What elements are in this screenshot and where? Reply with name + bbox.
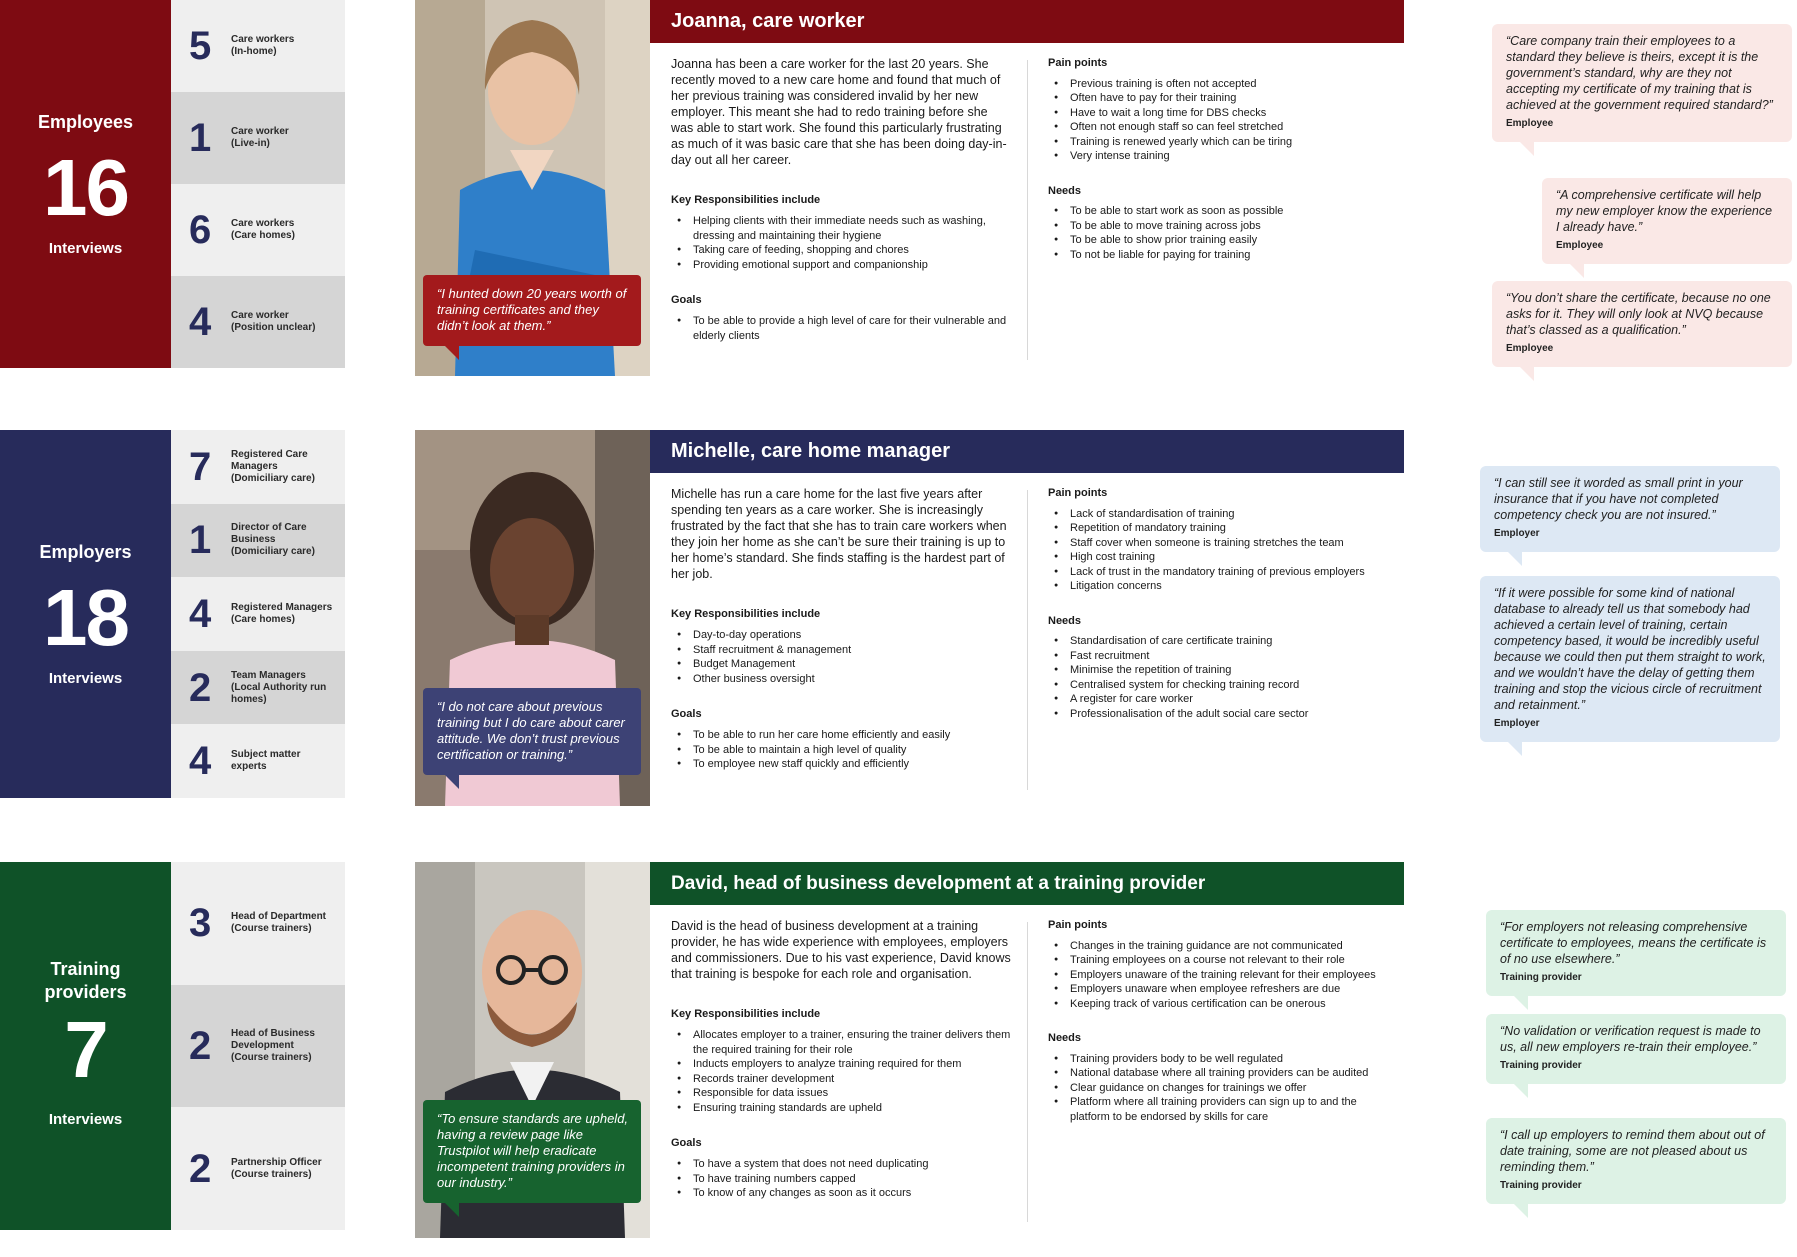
needs-list [1048, 1052, 1388, 1125]
list-item: ● Employers unaware when employee refreshers are due [1048, 982, 1388, 997]
breakdown-label: Care worker (Position unclear) [231, 310, 316, 333]
breakdown-number: 2 [189, 665, 212, 710]
breakdown-row [171, 0, 345, 92]
providers-stat-panel [0, 862, 171, 1230]
breakdown-number: 4 [189, 739, 212, 784]
pain-points-list [1048, 507, 1388, 594]
column-divider [1027, 922, 1028, 1222]
breakdown-label: Subject matter experts [231, 749, 301, 773]
quote-text: “If it were possible for some kind of national database to already tell us that somebody had achieved a certain level of training, certain competency based, it would be incredibly useful because we could then put them straight to work, and we wouldn’t have the delay of getting them training and stop the vicious circle of recruitment and retainment.” [1494, 586, 1766, 712]
list-item: ● To be able to move training across jobs [1048, 219, 1388, 234]
pain-points-heading: Pain points [1048, 487, 1108, 499]
list-item: ● To employee new staff quickly and efficiently [671, 757, 1011, 772]
quote-bubble [1486, 1118, 1786, 1204]
providers-breakdown [171, 862, 345, 1230]
list-item: ● Training employees on a course not relevant to their role [1048, 953, 1388, 968]
breakdown-row [171, 985, 345, 1108]
list-item: ● Helping clients with their immediate needs such as washing, dressing and maintaining their hygiene [671, 214, 1011, 243]
list-item: ● A register for care worker [1048, 692, 1388, 707]
persona-intro: David is the head of business development at a training provider, he has wide experience with employees, employers and commissioners. Due to his vast experience, David knows that training is bespoke for each role and organisation. [671, 919, 1011, 981]
breakdown-number: 3 [189, 901, 212, 946]
breakdown-label: Head of Business Development (Course trainers) [231, 1028, 315, 1063]
stat-label: Employees [37, 112, 134, 132]
photo-quote: “To ensure standards are upheld, having a review page like Trustpilot will help eradicate incompetent training providers in our industry.” [423, 1100, 641, 1203]
list-item: ● Employers unaware of the training relevant for their employees [1048, 968, 1388, 983]
breakdown-number: 2 [189, 1146, 212, 1191]
needs-heading: Needs [1048, 1032, 1082, 1044]
breakdown-label: Registered Managers (Care homes) [231, 601, 333, 625]
list-item: ● Day-to-day operations [671, 628, 1011, 643]
list-item: ● To know of any changes as soon as it occurs [671, 1186, 1011, 1201]
quote-attribution: Employer [1494, 528, 1540, 539]
pain-points-list [1048, 77, 1388, 164]
responsibilities-heading: Key Responsibilities include [671, 194, 821, 206]
david-photo [415, 862, 650, 1238]
goals-heading: Goals [671, 708, 702, 720]
breakdown-label: Director of Care Business (Domiciliary care) [231, 522, 315, 558]
quote-text: “Care company train their employees to a standard they believe is theirs, except it is the government’s standard, why are they not accepting my certificate of my training that is achieved at the government required standard?” [1506, 34, 1773, 112]
breakdown-row [171, 92, 345, 184]
breakdown-label: Partnership Officer (Course trainers) [231, 1156, 322, 1180]
column-divider [1027, 60, 1028, 360]
pain-points-heading: Pain points [1048, 919, 1108, 931]
breakdown-label: Care worker (Live-in) [231, 126, 289, 149]
stat-label: Training providers [44, 959, 127, 1002]
list-item: ● Changes in the training guidance are not communicated [1048, 939, 1388, 954]
list-item: ● Other business oversight [671, 672, 1011, 687]
responsibilities-heading: Key Responsibilities include [671, 608, 821, 620]
breakdown-number: 1 [189, 116, 212, 160]
list-item: ● Responsible for data issues [671, 1086, 1011, 1101]
list-item: ● To be able to maintain a high level of quality [671, 743, 1011, 758]
quote-attribution: Employee [1506, 343, 1554, 354]
stat-label: Employers [39, 542, 132, 562]
breakdown-number: 5 [189, 24, 212, 68]
quote-bubble [1492, 281, 1792, 367]
list-item: ● Clear guidance on changes for trainings we offer [1048, 1081, 1388, 1096]
quote-attribution: Training provider [1500, 972, 1582, 983]
goals-heading: Goals [671, 1137, 702, 1149]
breakdown-row [171, 430, 345, 504]
list-item: ● Often have to pay for their training [1048, 91, 1388, 106]
breakdown-row [171, 184, 345, 276]
column-divider [1027, 490, 1028, 790]
breakdown-number: 1 [189, 518, 212, 563]
persona-banner: Joanna, care worker [650, 0, 1404, 43]
list-item: ● Staff cover when someone is training stretches the team [1048, 536, 1388, 551]
list-item: ● To be able to run her care home efficiently and easily [671, 728, 1011, 743]
list-item: ● Lack of standardisation of training [1048, 507, 1388, 522]
goals-list [671, 728, 1011, 772]
list-item: ● Very intense training [1048, 149, 1388, 164]
persona-banner: David, head of business development at a training provider [650, 862, 1404, 905]
breakdown-row [171, 577, 345, 651]
breakdown-row [171, 862, 345, 985]
persona-left-column [671, 486, 1011, 792]
quote-text: “I call up employers to remind them about out of date training, some are not pleased about us reminding them.” [1500, 1128, 1765, 1174]
list-item: ● To be able to show prior training easily [1048, 233, 1388, 248]
list-item: ● Records trainer development [671, 1072, 1011, 1087]
employees-section [0, 0, 1797, 375]
breakdown-number: 2 [189, 1024, 212, 1068]
stat-sublabel: Interviews [48, 670, 123, 687]
breakdown-row [171, 724, 345, 798]
breakdown-row [171, 1107, 345, 1230]
needs-heading: Needs [1048, 184, 1082, 197]
breakdown-label: Care workers (Care homes) [231, 218, 295, 241]
quote-bubble [1486, 1014, 1786, 1084]
quote-attribution: Employee [1506, 118, 1554, 129]
list-item: ● Previous training is often not accepted [1048, 77, 1388, 92]
pain-points-heading: Pain points [1048, 57, 1108, 69]
breakdown-label: Team Managers (Local Authority run homes) [231, 669, 327, 705]
list-item: ● Standardisation of care certificate training [1048, 634, 1388, 649]
breakdown-label: Registered Care Managers (Domiciliary care) [231, 448, 315, 484]
list-item: ● Budget Management [671, 657, 1011, 672]
quote-bubble [1480, 576, 1780, 742]
needs-list [1048, 634, 1388, 721]
list-item: ● To have training numbers capped [671, 1172, 1011, 1187]
list-item: ● To have a system that does not need duplicating [671, 1157, 1011, 1172]
responsibilities-heading: Key Responsibilities include [671, 1008, 821, 1020]
persona-intro: Joanna has been a care worker for the last 20 years. She recently moved to a new care home and found that much of her previous training was considered invalid by her new employer. This meant she had to redo training before she was able to start work. She found this particularly frustrating as much of it was basic care that she has been doing day-in-day out all her career. [671, 57, 1007, 167]
list-item: ● To not be liable for paying for training [1048, 248, 1388, 263]
breakdown-number: 7 [189, 444, 212, 489]
employees-stat-panel [0, 0, 171, 368]
list-item: ● Platform where all training providers can sign up to and the platform to be endorsed by skills for care [1048, 1095, 1388, 1124]
quote-text: “A comprehensive certificate will help my new employer know the experience I already have.” [1556, 188, 1773, 234]
list-item: ● Repetition of mandatory training [1048, 521, 1388, 536]
quote-bubble [1480, 466, 1780, 552]
photo-quote: “I do not care about previous training but I do care about carer attitude. We don’t trust previous certification or training.” [423, 688, 641, 775]
breakdown-number: 4 [189, 591, 212, 636]
list-item: ● Allocates employer to a trainer, ensuring the trainer delivers them the required training for their role [671, 1028, 1011, 1057]
persona-right-column [1048, 56, 1388, 282]
breakdown-row [171, 276, 345, 368]
quote-attribution: Training provider [1500, 1180, 1582, 1191]
quote-attribution: Training provider [1500, 1060, 1582, 1071]
quote-text: “For employers not releasing comprehensive certificate to employees, means the certificate is of no use elsewhere.” [1500, 920, 1767, 966]
list-item: ● To be able to provide a high level of care for their vulnerable and elderly clients [671, 314, 1011, 343]
employers-breakdown [171, 430, 345, 798]
providers-section [0, 862, 1797, 1237]
stat-number: 18 [43, 573, 128, 662]
breakdown-label: Care workers (In-home) [231, 34, 295, 57]
quote-bubble [1542, 178, 1792, 264]
list-item: ● High cost training [1048, 550, 1388, 565]
breakdown-row [171, 504, 345, 578]
employers-section [0, 430, 1797, 805]
persona-right-column [1048, 918, 1388, 1144]
responsibilities-list [671, 214, 1011, 272]
stat-number: 16 [43, 143, 128, 232]
breakdown-number: 4 [189, 300, 212, 344]
goals-list [671, 314, 1011, 343]
employers-stat-panel [0, 430, 171, 798]
needs-heading: Needs [1048, 614, 1082, 627]
stat-number: 7 [64, 1005, 107, 1094]
list-item: ● Minimise the repetition of training [1048, 663, 1388, 678]
quote-bubble [1486, 910, 1786, 996]
quote-text: “No validation or verification request is made to us, all new employers re-train their employee.” [1500, 1024, 1761, 1054]
goals-list [671, 1157, 1011, 1201]
list-item: ● Professionalisation of the adult social care sector [1048, 707, 1388, 722]
persona-right-column [1048, 486, 1388, 741]
persona-intro: Michelle has run a care home for the last five years after spending ten years as a care worker. She is increasingly frustrated by the fact that she has to train care workers when they join her home as she can’t be sure their training is up to her home’s standard. She finds staffing is the hardest part of her job. [671, 487, 1007, 581]
list-item: ● Training is renewed yearly which can be tiring [1048, 135, 1388, 150]
list-item: ● Litigation concerns [1048, 579, 1388, 594]
list-item: ● Often not enough staff so can feel stretched [1048, 120, 1388, 135]
quote-text: “You don’t share the certificate, because no one asks for it. They will only look at NVQ because that’s classed as a qualification.” [1506, 291, 1771, 337]
list-item: ● National database where all training providers can be audited [1048, 1066, 1388, 1081]
list-item: ● Ensuring training standards are upheld [671, 1101, 1011, 1116]
list-item: ● Fast recruitment [1048, 649, 1388, 664]
michelle-photo [415, 430, 650, 806]
goals-heading: Goals [671, 294, 702, 306]
list-item: ● Providing emotional support and companionship [671, 258, 1011, 273]
list-item: ● Lack of trust in the mandatory training of previous employers [1048, 565, 1388, 580]
list-item: ● Inducts employers to analyze training required for them [671, 1057, 1011, 1072]
stat-sublabel: Interviews [48, 1111, 123, 1128]
list-item: ● Training providers body to be well regulated [1048, 1052, 1388, 1067]
quote-text: “I can still see it worded as small print in your insurance that if you have not completed competency check you are not insured.” [1494, 476, 1743, 522]
employees-breakdown [171, 0, 345, 368]
breakdown-row [171, 651, 345, 725]
stat-sublabel: Interviews [48, 240, 123, 257]
list-item: ● Keeping track of various certification can be onerous [1048, 997, 1388, 1012]
quote-attribution: Employer [1494, 718, 1540, 729]
persona-left-column [671, 56, 1011, 363]
breakdown-number: 6 [189, 208, 212, 252]
responsibilities-list [671, 1028, 1011, 1115]
responsibilities-list [671, 628, 1011, 686]
list-item: ● Taking care of feeding, shopping and chores [671, 243, 1011, 258]
needs-list [1048, 204, 1388, 262]
breakdown-label: Head of Department (Course trainers) [231, 911, 327, 935]
list-item: ● Centralised system for checking training record [1048, 678, 1388, 693]
photo-quote: “I hunted down 20 years worth of training certificates and they didn’t look at them.” [423, 275, 641, 346]
persona-left-column [671, 918, 1011, 1221]
list-item: ● To be able to start work as soon as possible [1048, 204, 1388, 219]
quote-attribution: Employee [1556, 240, 1604, 251]
quote-bubble [1492, 24, 1792, 142]
list-item: ● Have to wait a long time for DBS checks [1048, 106, 1388, 121]
list-item: ● Staff recruitment & management [671, 643, 1011, 658]
joanna-photo [415, 0, 650, 376]
persona-banner: Michelle, care home manager [650, 430, 1404, 473]
pain-points-list [1048, 939, 1388, 1012]
